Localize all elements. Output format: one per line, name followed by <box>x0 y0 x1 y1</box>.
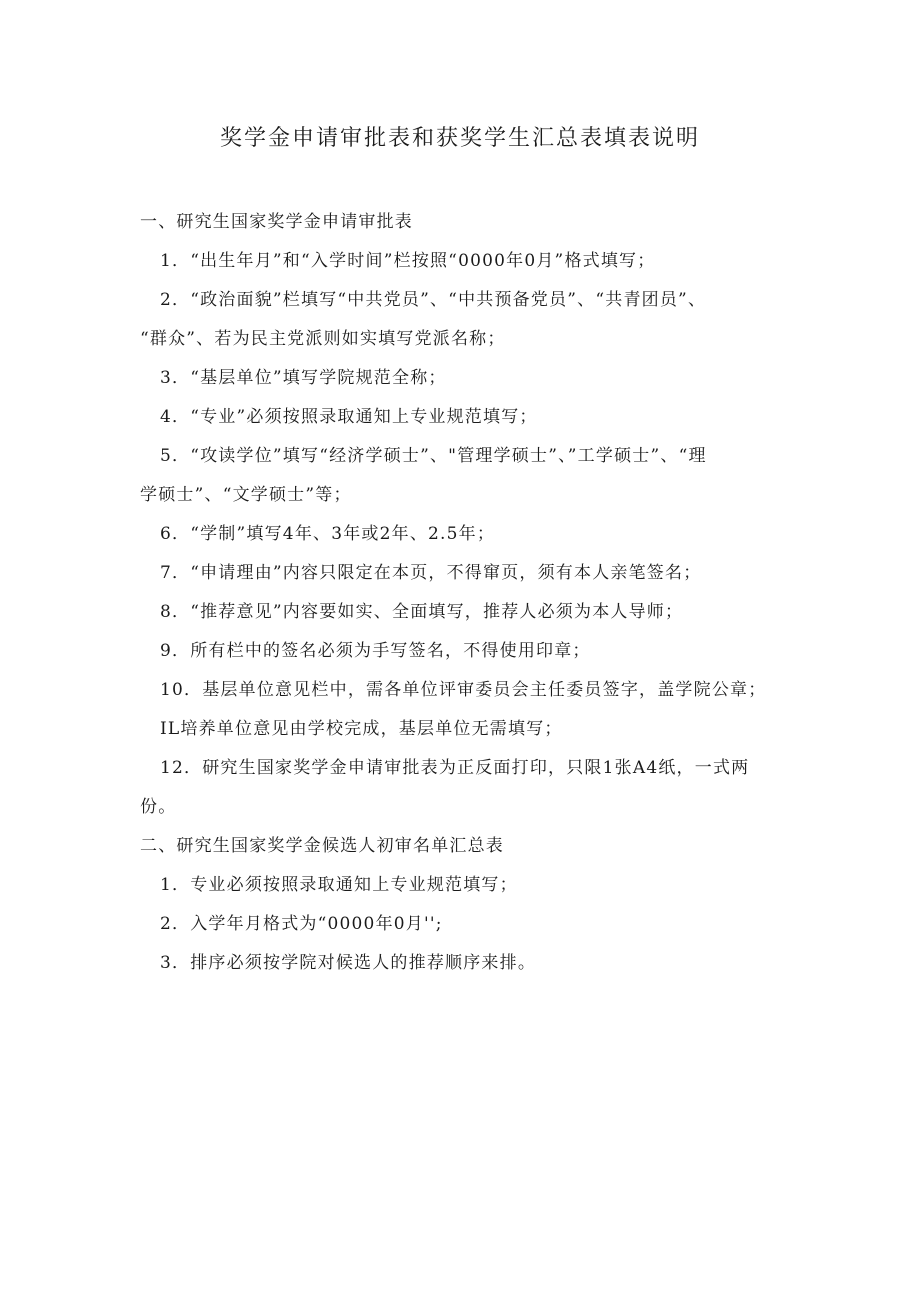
instruction-item-2: 2．“政治面貌”栏填写“中共党员”、“中共预备党员”、“共青团员”、 <box>160 290 707 310</box>
instruction-item-3: 3．“基层单位”填写学院规范全称； <box>160 368 447 388</box>
instruction-item-7: 7．“申请理由”内容只限定在本页，不得窜页，须有本人亲笔签名； <box>160 563 702 583</box>
summary-item-2: 2．入学年月格式为“0000年0月''; <box>160 914 443 934</box>
instruction-item-6: 6．“学制”填写4年、3年或2年、2.5年； <box>160 524 496 544</box>
instruction-item-9: 9．所有栏中的签名必须为手写签名，不得使用印章； <box>160 641 591 661</box>
instruction-item-12: 12．研究生国家奖学金申请审批表为正反面打印，只限1张A4纸，一式两 <box>160 758 750 778</box>
document-body <box>140 203 830 983</box>
instruction-item-12-cont: 份。 <box>140 797 177 817</box>
instruction-item-4: 4．“专业”必须按照录取通知上专业规范填写； <box>160 407 538 427</box>
instruction-item-8: 8．“推荐意见”内容要如实、全面填写，推荐人必须为本人导师； <box>160 602 684 622</box>
instruction-item-2-cont: “群众”、若为民主党派则如实填写党派名称； <box>140 329 506 349</box>
instruction-item-1: 1．“出生年月”和“入学时间”栏按照“0000年0月”格式填写； <box>160 251 656 271</box>
section-heading-2: 二、研究生国家奖学金候选人初审名单汇总表 <box>140 836 504 856</box>
summary-item-1: 1．专业必须按照录取通知上专业规范填写； <box>160 875 518 895</box>
instruction-item-11: IL培养单位意见由学校完成，基层单位无需填写； <box>160 719 563 739</box>
section-heading-1: 一、研究生国家奖学金申请审批表 <box>140 212 413 232</box>
instruction-item-5-cont: 学硕士”、“文学硕士”等； <box>140 485 352 505</box>
summary-item-3: 3．排序必须按学院对候选人的推荐顺序来排。 <box>160 953 537 973</box>
instruction-item-10: 10．基层单位意见栏中，需各单位评审委员会主任委员签字，盖学院公章； <box>160 680 767 700</box>
document-title: 奖学金申请审批表和获奖学生汇总表填表说明 <box>219 126 700 151</box>
instruction-item-5: 5．“攻读学位”填写“经济学硕士”、"管理学硕士”、”工学硕士”、“理 <box>160 446 707 466</box>
